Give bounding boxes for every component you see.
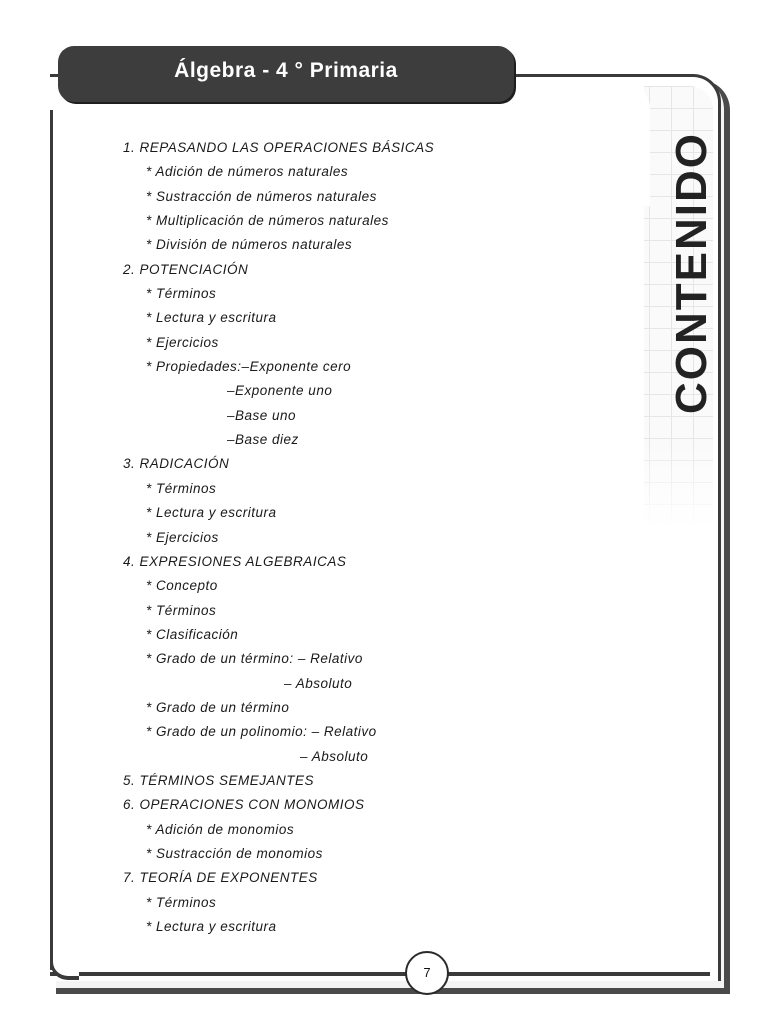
toc-section-heading: 6. OPERACIONES CON MONOMIOS xyxy=(123,797,365,813)
toc-entry: * Grado de un polinomio: – Relativo xyxy=(146,724,377,740)
toc-section-heading: 1. REPASANDO LAS OPERACIONES BÁSICAS xyxy=(123,140,435,155)
toc-entry: * Multiplicación de números naturales xyxy=(146,213,389,229)
table-of-contents xyxy=(122,138,434,941)
toc-section-heading: 7. TEORÍA DE EXPONENTES xyxy=(123,870,318,886)
page-title: Álgebra - 4 ° Primaria xyxy=(174,59,398,82)
toc-entry: * Sustracción de monomios xyxy=(146,845,323,861)
toc-entry: * Concepto xyxy=(146,578,218,594)
toc-entry: * Términos xyxy=(146,602,217,618)
toc-entry: * Sustracción de números naturales xyxy=(146,188,377,204)
toc-entry: –Base uno xyxy=(227,407,297,423)
toc-entry: * Grado de un término: – Relativo xyxy=(146,651,363,667)
toc-entry: * Lectura y escritura xyxy=(146,505,277,521)
toc-section-heading: 5. TÉRMINOS SEMEJANTES xyxy=(123,772,315,788)
toc-entry: * Propiedades:–Exponente cero xyxy=(146,359,352,375)
toc-entry: * Ejercicios xyxy=(146,529,219,545)
page-number: 7 xyxy=(405,951,449,995)
toc-entry: * Términos xyxy=(146,894,217,910)
toc-entry: * Lectura y escritura xyxy=(146,919,277,934)
toc-entry: * Términos xyxy=(146,480,217,496)
toc-entry: * Adición de números naturales xyxy=(146,164,349,180)
toc-entry: * Lectura y escritura xyxy=(146,310,277,326)
frame-bottom-border xyxy=(50,972,710,976)
frame-left-border xyxy=(50,110,53,970)
toc-entry: –Base diez xyxy=(227,432,299,448)
toc-entry: * Grado de un término xyxy=(146,699,290,715)
toc-entry: * Ejercicios xyxy=(146,334,219,350)
toc-entry: * Adición de monomios xyxy=(146,821,295,837)
contents-side-label: CONTENIDO xyxy=(667,132,716,414)
toc-section-heading: 3. RADICACIÓN xyxy=(123,456,230,472)
toc-entry: * Clasificación xyxy=(146,626,239,642)
toc-entry: –Exponente uno xyxy=(227,383,333,399)
toc-entry: * Términos xyxy=(146,286,217,302)
toc-entry: – Absoluto xyxy=(300,748,369,764)
toc-entry: – Absoluto xyxy=(284,675,353,691)
toc-section-heading: 4. EXPRESIONES ALGEBRAICAS xyxy=(123,553,347,569)
toc-section-heading: 2. POTENCIACIÓN xyxy=(123,261,249,277)
toc-entry: * División de números naturales xyxy=(146,237,353,253)
page-header xyxy=(58,46,514,102)
